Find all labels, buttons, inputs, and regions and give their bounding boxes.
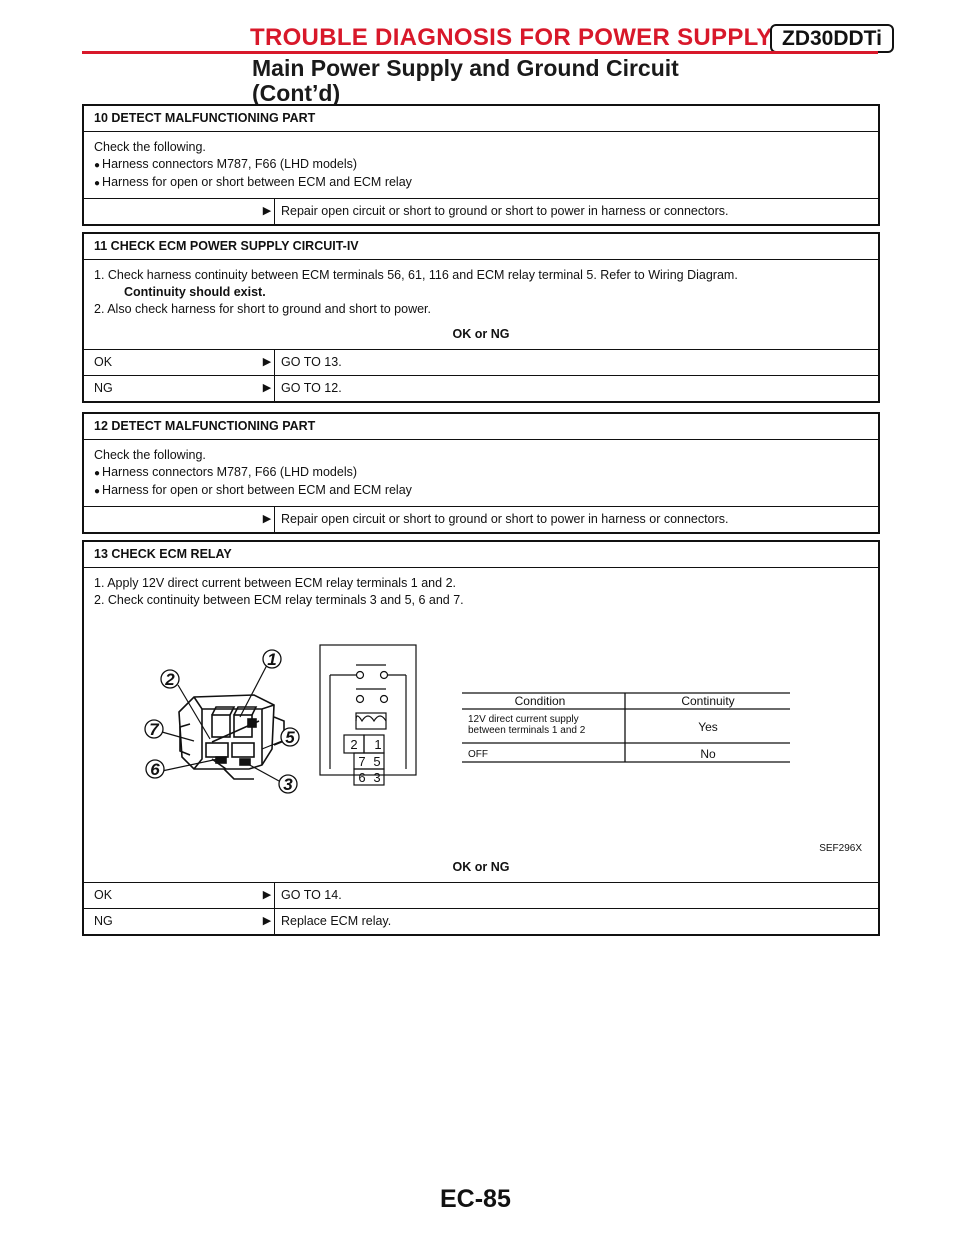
step-13-box: [82, 540, 880, 936]
result-action: GO TO 12.: [274, 376, 878, 401]
model-badge: ZD30DDTi: [770, 24, 894, 53]
result-row-ok: OK ▶ GO TO 14.: [84, 882, 878, 908]
bullet-item: ● Harness connectors M787, F66 (LHD models): [94, 157, 358, 171]
bullet-item: ● Harness connectors M787, F66 (LHD models): [94, 465, 358, 479]
arrow-icon: ▶: [262, 889, 272, 901]
arrow-icon: ▶: [262, 382, 272, 394]
page-number: EC-85: [440, 1185, 511, 1213]
bullet-icon: ●: [94, 468, 101, 479]
table-header-continuity: Continuity: [681, 694, 735, 708]
result-action: Repair open circuit or short to ground or short to power in harness or connectors.: [274, 199, 878, 224]
callout-2: 2: [165, 670, 175, 689]
result-row: [84, 506, 878, 532]
step-body: [84, 131, 878, 198]
relay-schematic: [320, 645, 416, 785]
result-row: [84, 198, 878, 224]
step-body: [84, 567, 878, 882]
terminal-label: 6: [358, 770, 366, 785]
step-heading: 10 DETECT MALFUNCTIONING PART: [94, 111, 316, 125]
callout-6: 6: [150, 760, 160, 779]
bullet-icon: ●: [94, 160, 101, 171]
arrow-icon: ▶: [262, 513, 272, 525]
terminal-label: 5: [373, 754, 381, 769]
terminal-label: 1: [374, 737, 382, 752]
callout-5: 5: [285, 728, 295, 747]
arrow-icon: ▶: [262, 356, 272, 368]
step-10-box: [82, 104, 880, 226]
arrow-icon: ▶: [262, 205, 272, 217]
page-title-line2: (Cont’d): [252, 80, 341, 106]
table-cell: Yes: [698, 720, 718, 734]
result-row-ng: NG ▶ GO TO 12.: [84, 375, 878, 401]
result-action: Repair open circuit or short to ground or short to power in harness or connectors.: [274, 507, 878, 532]
result-action: Replace ECM relay.: [274, 909, 878, 934]
table-cell: between terminals 1 and 2: [468, 725, 586, 736]
table-header-condition: Condition: [514, 694, 566, 708]
result-action: GO TO 13.: [274, 350, 878, 375]
ok-ng-label: OK or NG: [452, 327, 510, 341]
result-action: GO TO 14.: [274, 883, 878, 908]
header-rule: [82, 51, 878, 54]
body-line: 1. Apply 12V direct current between ECM relay terminals 1 and 2.: [94, 576, 456, 590]
spec-line: Continuity should exist.: [124, 285, 266, 299]
terminal-label: 7: [358, 754, 366, 769]
arrow-icon: ▶: [262, 915, 272, 927]
body-line: 2. Also check harness for short to ground and short to power.: [94, 302, 431, 316]
step-body: [84, 439, 878, 506]
page-title-line1: Main Power Supply and Ground Circuit: [252, 55, 679, 81]
ok-ng-label: OK or NG: [452, 860, 510, 874]
section-title: TROUBLE DIAGNOSIS FOR POWER SUPPLY: [250, 24, 773, 51]
terminal-label: 3: [373, 770, 381, 785]
step-heading: 11 CHECK ECM POWER SUPPLY CIRCUIT-IV: [94, 239, 359, 253]
bullet-item: ● Harness for open or short between ECM and ECM relay: [94, 175, 412, 189]
terminal-label: 2: [350, 737, 358, 752]
table-cell: No: [700, 747, 716, 761]
step-11-box: [82, 232, 880, 403]
body-line: 2. Check continuity between ECM relay terminals 3 and 5, 6 and 7.: [94, 593, 464, 607]
table-cell: OFF: [468, 749, 488, 760]
figure-code: SEF296X: [819, 843, 862, 854]
bullet-icon: ●: [94, 178, 101, 189]
relay-diagram: [94, 609, 868, 859]
body-line: 1. Check harness continuity between ECM terminals 56, 61, 116 and ECM relay terminal 5. Refer to Wiring Diagram.: [94, 268, 738, 282]
callout-7: 7: [149, 720, 159, 739]
result-row-ng: NG ▶ Replace ECM relay.: [84, 908, 878, 934]
step-12-box: [82, 412, 880, 534]
result-row-ok: OK ▶ GO TO 13.: [84, 349, 878, 375]
step-heading: 13 CHECK ECM RELAY: [94, 547, 232, 561]
body-line: Check the following.: [94, 448, 206, 462]
callout-1: 1: [267, 650, 277, 669]
bullet-icon: ●: [94, 486, 101, 497]
relay-figure: [94, 609, 868, 859]
step-heading: 12 DETECT MALFUNCTIONING PART: [94, 419, 316, 433]
body-line: Check the following.: [94, 140, 206, 154]
page-title: [252, 56, 679, 106]
table-cell: 12V direct current supply: [468, 714, 579, 725]
callout-3: 3: [283, 775, 293, 794]
step-body: [84, 259, 878, 349]
relay-connector-drawing: [179, 695, 284, 779]
bullet-item: ● Harness for open or short between ECM and ECM relay: [94, 483, 412, 497]
